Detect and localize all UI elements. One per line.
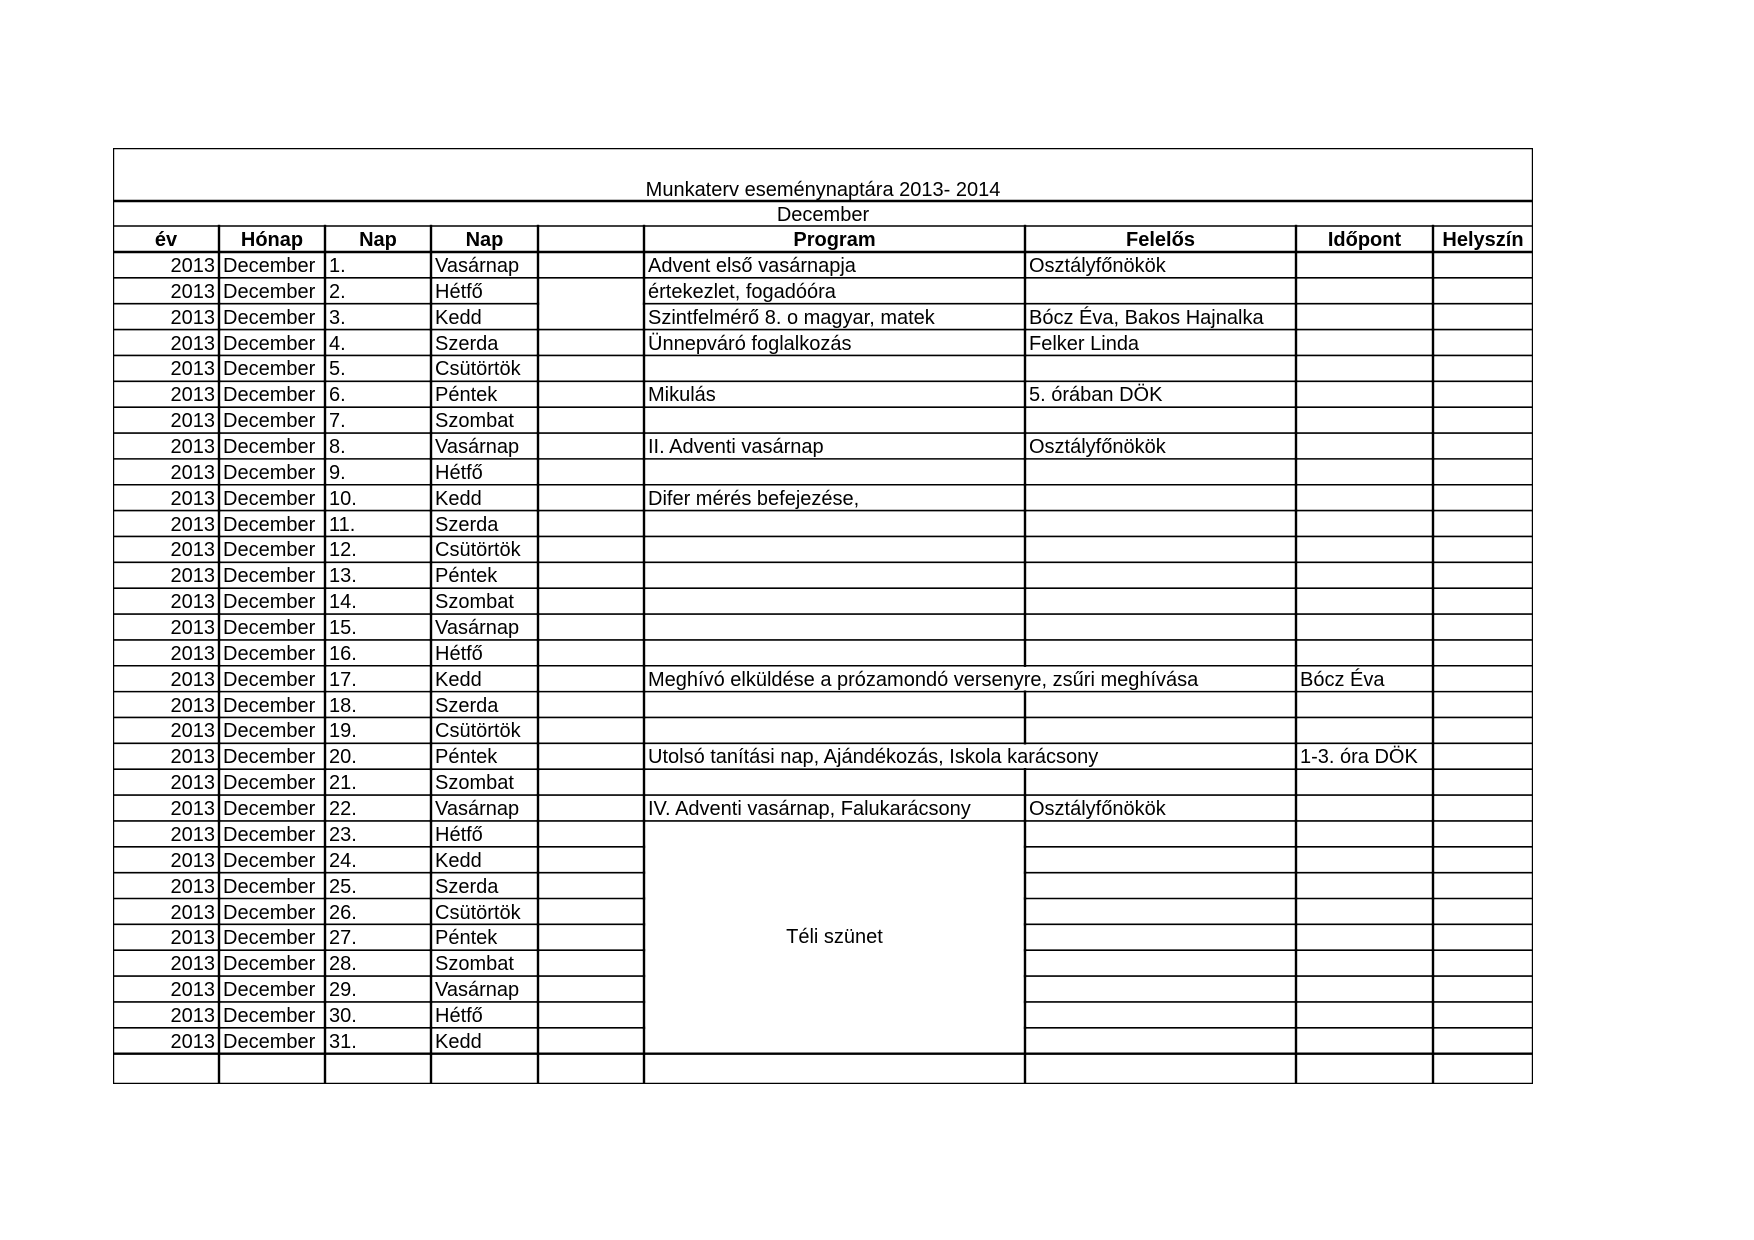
cell-ev: 2013 [170,668,215,691]
cell-program: Mikulás [648,384,716,407]
cell-nap: 23. [329,823,357,846]
cell-program: Szintfelmérő 8. o magyar, matek [648,306,935,329]
cell-nap: 4. [329,332,346,355]
cell-nap-nev: Szerda [435,513,499,536]
cell-ev: 2013 [170,255,215,277]
cell-program: Difer mérés befejezése, [648,487,860,510]
cell-honap: December [223,1004,316,1027]
header-col-program: Program [793,229,876,251]
cell-nap: 3. [329,306,346,329]
cell-ev: 2013 [170,384,215,407]
schedule-sheet [113,148,1533,1084]
cell-honap: December [223,332,316,355]
cell-nap-nev: Kedd [435,849,482,872]
cell-nap-nev: Szerda [435,332,499,355]
cell-honap: December [223,746,316,769]
cell-ev: 2013 [170,591,215,614]
cell-honap: December [223,539,316,562]
cell-nap: 12. [329,539,357,562]
cell-honap: December [223,565,316,588]
cell-honap: December [223,384,316,407]
cell-honap: December [223,617,316,640]
cell-ev: 2013 [170,772,215,795]
cell-nap-nev: Csütörtök [435,720,521,743]
cell-program: II. Adventi vasárnap [648,436,824,459]
cell-nap-nev: Péntek [435,565,498,588]
month-heading: December [776,204,870,226]
cell-nap: 25. [329,875,357,898]
cell-nap: 22. [329,798,357,821]
cell-ev: 2013 [170,461,215,484]
cell-nap-nev: Péntek [435,746,498,769]
cell-nap-nev: Csütörtök [435,539,521,562]
cell-nap-nev: Péntek [435,927,498,950]
cell-ev: 2013 [170,901,215,924]
cell-nap: 2. [329,280,346,303]
cell-honap: December [223,358,316,381]
cell-nap-nev: Vasárnap [435,255,520,277]
cell-ev: 2013 [170,487,215,510]
cell-nap-nev: Szerda [435,875,499,898]
cell-honap: December [223,487,316,510]
cell-program: Meghívó elküldése a prózamondó versenyre, zsűri meghívása [648,668,1199,691]
cell-nap: 18. [329,694,357,717]
header-col-helyszin: Helyszín [1442,229,1524,251]
cell-honap: December [223,901,316,924]
cell-felelos: Osztályfőnökök [1029,255,1166,277]
cell-nap-nev: Kedd [435,487,482,510]
cell-nap: 31. [329,1030,357,1053]
cell-honap: December [223,410,316,433]
cell-felelos: Osztályfőnökök [1029,798,1166,821]
cell-ev: 2013 [170,306,215,329]
cell-nap-nev: Kedd [435,306,482,329]
cell-honap: December [223,642,316,665]
cell-ev: 2013 [170,849,215,872]
cell-nap-nev: Szombat [435,591,514,614]
cell-ev: 2013 [170,436,215,459]
cell-honap: December [223,798,316,821]
cell-ev: 2013 [170,1004,215,1027]
cell-nap-nev: Szombat [435,953,514,976]
cell-ev: 2013 [170,358,215,381]
cell-nap: 11. [329,513,356,536]
cell-nap: 29. [329,979,357,1002]
cell-nap: 20. [329,746,357,769]
cell-honap: December [223,436,316,459]
cell-nap: 16. [329,642,357,665]
cell-nap: 24. [329,849,357,872]
header-col-nap-nev: Nap [465,229,504,251]
cell-ev: 2013 [170,513,215,536]
cell-nap-nev: Vasárnap [435,798,520,821]
cell-ev: 2013 [170,642,215,665]
cell-honap: December [223,306,316,329]
document-title: Munkaterv eseménynaptára 2013- 2014 [645,179,1001,201]
cell-nap: 13. [329,565,357,588]
cell-honap: December [223,668,316,691]
cell-ev: 2013 [170,798,215,821]
cell-nap-nev: Szombat [435,772,514,795]
cell-nap-nev: Vasárnap [435,617,520,640]
cell-honap: December [223,772,316,795]
cell-nap: 17. [329,668,357,691]
header-col-nap: Nap [359,229,397,251]
cell-ev: 2013 [170,539,215,562]
header-col-honap: Hónap [240,229,304,251]
header-col-idopont: Időpont [1327,229,1402,251]
cell-nap-nev: Hétfő [435,823,483,846]
cell-honap: December [223,280,316,303]
cell-program: Ünnepváró foglalkozás [648,332,852,355]
cell-nap: 10. [329,487,357,510]
cell-felelos: 5. órában DÖK [1029,384,1163,407]
cell-honap: December [223,823,316,846]
cell-honap: December [223,255,316,277]
cell-nap-nev: Szerda [435,694,499,717]
cell-ev: 2013 [170,565,215,588]
cell-nap-nev: Kedd [435,1030,482,1053]
cell-nap: 8. [329,436,346,459]
cell-nap: 19. [329,720,357,743]
cell-nap: 9. [329,461,346,484]
cell-ev: 2013 [170,746,215,769]
cell-ev: 2013 [170,410,215,433]
cell-felelos: Bócz Éva, Bakos Hajnalka [1029,306,1264,329]
cell-nap-nev: Hétfő [435,642,483,665]
cell-felelos: Felker Linda [1029,332,1140,355]
cell-ev: 2013 [170,927,215,950]
cell-nap-nev: Csütörtök [435,358,521,381]
cell-ev: 2013 [170,617,215,640]
cell-nap: 5. [329,358,346,381]
header-col-felelos: Felelős [1126,229,1195,251]
cell-nap-nev: Kedd [435,668,482,691]
cell-nap: 28. [329,953,357,976]
header-col-ev: év [154,229,178,251]
cell-nap-nev: Hétfő [435,1004,483,1027]
cell-honap: December [223,694,316,717]
cell-ev: 2013 [170,720,215,743]
cell-felelos: Osztályfőnökök [1029,436,1166,459]
cell-nap: 1. [329,255,346,277]
cell-ev: 2013 [170,823,215,846]
cell-honap: December [223,979,316,1002]
cell-nap-nev: Csütörtök [435,901,521,924]
cell-ev: 2013 [170,1030,215,1053]
cell-ev: 2013 [170,332,215,355]
cell-nap: 15. [329,617,357,640]
cell-program: IV. Adventi vasárnap, Falukarácsony [648,798,971,821]
cell-ev: 2013 [170,280,215,303]
cell-honap: December [223,461,316,484]
cell-idopont: 1-3. óra DÖK [1300,746,1418,769]
cell-nap: 30. [329,1004,357,1027]
cell-nap-nev: Hétfő [435,461,483,484]
cell-honap: December [223,849,316,872]
cell-nap-nev: Vasárnap [435,979,520,1002]
cell-ev: 2013 [170,694,215,717]
cell-honap: December [223,720,316,743]
cell-idopont: Bócz Éva [1300,668,1385,691]
cell-nap: 26. [329,901,357,924]
cell-nap-nev: Hétfő [435,280,483,303]
cell-honap: December [223,875,316,898]
cell-nap: 27. [329,927,357,950]
cell-ev: 2013 [170,953,215,976]
cell-honap: December [223,591,316,614]
cell-program: Advent első vasárnapja [648,255,856,277]
cell-honap: December [223,953,316,976]
cell-honap: December [223,927,316,950]
cell-nap: 14. [329,591,357,614]
cell-nap: 7. [329,410,346,433]
cell-program: Utolsó tanítási nap, Ajándékozás, Iskola karácsony [648,746,1099,769]
cell-honap: December [223,513,316,536]
winter-break-label: Téli szünet [786,926,883,949]
cell-nap-nev: Szombat [435,410,514,433]
cell-honap: December [223,1030,316,1053]
cell-ev: 2013 [170,979,215,1002]
cell-program: értekezlet, fogadóóra [648,280,836,303]
cell-nap-nev: Vasárnap [435,436,520,459]
cell-nap: 21. [329,772,357,795]
cell-nap: 6. [329,384,346,407]
cell-ev: 2013 [170,875,215,898]
cell-nap-nev: Péntek [435,384,498,407]
